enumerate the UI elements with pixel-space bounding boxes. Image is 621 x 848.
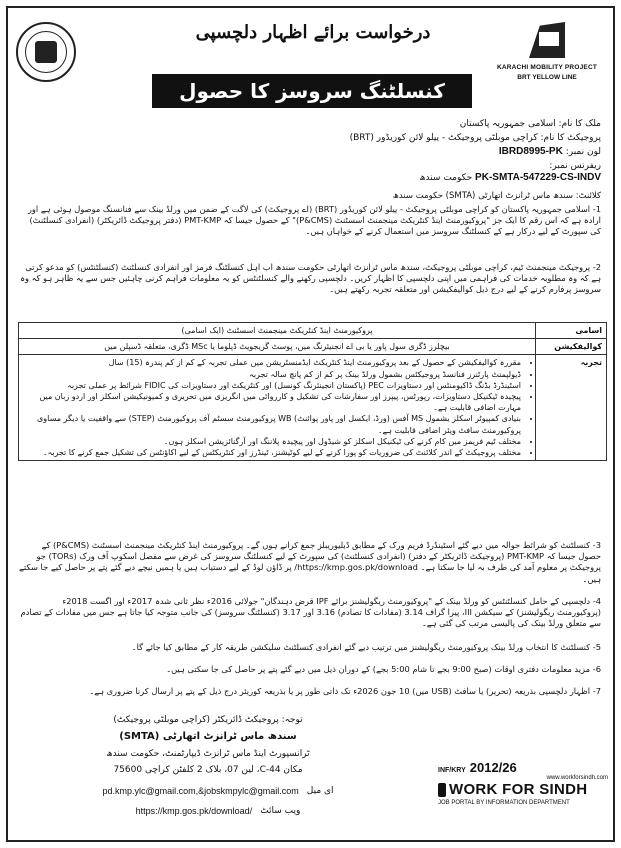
- advertisement-page: [6, 6, 615, 842]
- position-value: پروکیورمنٹ اینڈ کنٹریکٹ مینجمنٹ اسسٹنٹ (ایک اسامی): [19, 323, 536, 339]
- list-item: • بنیادی کمپیوٹر اسکلز بشمول MS آفس (ورڈ، ایکسل اور پاور پوائنٹ) WB پروکیورمنٹ سسٹم آف پروکیورمنٹ (STEP) سے واقفیت یا دیگر مساوی پروکیورمنٹ سافٹ ویئر اضافی قابلیت ہے۔: [23, 413, 521, 435]
- loan-number: [499, 146, 601, 158]
- loan-label: لون نمبر:: [565, 147, 601, 157]
- paragraph-1: 1- اسلامی جمہوریہ پاکستان کو کراچی موبلٹی پروجیکٹ - ییلو لائن کوریڈور (BRT) (اے پروجیکٹ) کی لاگت کے ضمن میں ورلڈ بینک سے فنانسنگ موصول ہوئی ہے اور ارادہ ہے کہ اس رقم کا ایک جز "پروکیورمنٹ اینڈ کنٹریکٹ مینجمنٹ اسسٹنٹ (P&CMS)" کے حصول جیسا کہ PMT-KMP (دفتر پروجیکٹ ڈائریکٹر) (انفرادی کنسلٹنٹ) کی سپورٹ کے لیے درکار ہے کے کنسلٹنگ سروسز میں استعمال کرنے کے خواہاں ہیں۔: [27, 204, 601, 237]
- list-item: • مقررہ کوالیفکیشن کے حصول کے بعد پروکیورمنٹ اینڈ کنٹریکٹ ایڈمنسٹریشن میں عملی تجربہ کے کم از کم پندرہ (15) سال: [23, 357, 521, 368]
- qualification-value: بیچلرز ڈگری سول پاور یا بی اے انجنیئرنگ میں، پوسٹ گریجویٹ ڈپلوما یا MSc ڈگری، متعلقہ ڈسپلن میں: [19, 339, 536, 355]
- paragraph-7: 7- اظہار دلچسپی بذریعہ (تحریر) یا سافٹ (USB میں) 10 جون 2026ء تک ذاتی طور پر یا بذریعہ کوریئر درج ذیل کے پتے پر ارسال کرنا ضروری ہے۔: [89, 686, 601, 696]
- list-item: • اسٹینڈرڈ بڈنگ ڈاکیومنٹس اور دستاویزات PEC (پاکستان انجینئرنگ کونسل) اور کنٹریکٹ اور دستاویزات کی FIDIC شرائط پر عملی تجربہ: [23, 380, 521, 391]
- contact-authority: سندھ ماس ٹرانزٹ اتھارٹی (SMTA): [119, 731, 297, 742]
- requirements-table: [18, 322, 607, 461]
- job-portal-caption: JOB PORTAL BY INFORMATION DEPARTMENT: [438, 800, 570, 806]
- email-label: ای میل: [306, 786, 334, 796]
- work-for-sindh-badge: [438, 760, 608, 840]
- table-row: [19, 339, 607, 355]
- reference-suffix: حکومت سندھ: [419, 173, 473, 183]
- list-item: • مختلف ٹیم فریمز میں کام کرنے کی ٹیکنیکل اسکلز کو شیڈول اور پیچیدہ پلاننگ اور آرگنائزیشن اسکلز ہوں۔: [23, 436, 521, 447]
- client-name: کلائنٹ: سندھ ماس ٹرانزٹ اتھارٹی (SMTA) حکومت سندھ: [392, 191, 601, 201]
- paragraph-6: 6- مزید معلومات دفتری اوقات (صبح 9:00 بجے تا شام 5:00 بجے) کے دوران ذیل میں دیے گئے پتے پر حاصل کی جا سکتی ہیں۔: [166, 664, 601, 674]
- kmp-logo: [491, 22, 603, 92]
- list-item: • پیچیدہ ٹیکنیکل دستاویزات، رپورٹس، پیپرز اور سفارشات کی تشکیل و کارروائی میں انگریزی میں تحریری و کمیونیکیشن اسکلز اور اردو زبان میں مہارت اضافی قابلیت ہے۔: [23, 391, 521, 413]
- country-name: ملک کا نام: اسلامی جمہوریہ پاکستان: [459, 119, 601, 129]
- table-row: [19, 355, 607, 461]
- sindh-government-seal-icon: [16, 22, 76, 82]
- contact-address: مکان C-44، لین 07، بلاک 2 کلفٹن کراچی 75600: [113, 765, 303, 775]
- qualification-label: کوالیفکیشن: [536, 339, 607, 355]
- table-row: [19, 323, 607, 339]
- contact-attention: توجہ: پروجیکٹ ڈائریکٹر (کراچی موبلٹی پروجیکٹ): [113, 715, 303, 725]
- reference-label: ریفرنس نمبر:: [549, 161, 601, 171]
- paragraph-5: 5- کنسلٹنٹ کا انتخاب ورلڈ بینک پروکیورمنٹ ریگولیشنز میں ترتیب دیے گئے انفرادی کنسلٹنٹ سلیکشن طریقہ کار کے مطابق کیا جائے گا۔: [131, 642, 601, 652]
- paragraph-4: 4- دلچسپی کے حامل کنسلٹنٹس کو ورلڈ بینک کے "پروکیورمنٹ ریگولیشنز برائے IPF قرض دہندگان" جولائی 2016ء نظر ثانی شدہ 2017ء اور اگست 2018ء (پروکیورمنٹ ریگولیشنز) کے سیکشن III، پیرا گراف 3.14 (مفادات کا تصادم) 3.16 اور 3.17 (کنسلٹنگ سروسز) کی جانب متوجہ کیا جاتا ہے جس میں مفادات کے تصادم سے متعلق ورلڈ بینک کی پالیسی مرتب کی گئی ہے۔: [20, 596, 601, 629]
- website-row: [68, 806, 368, 816]
- inf-code: INF/KRY: [438, 767, 466, 774]
- list-item: • مختلف پروجیکٹ کے اندر کلائنٹ کی ضروریات کو پورا کرنے کے لیے کوٹیشنز، ٹینڈرز اور کنٹریکٹس کے لیے اکاؤنٹس کی تشکیل جمع کرنے کا تجربہ۔: [23, 447, 521, 458]
- paragraph-2: 2- پروجیکٹ مینجمنٹ ٹیم، کراچی موبلٹی پروجیکٹ، سندھ ماس ٹرانزٹ اتھارٹی حکومت سندھ اب اہل کنسلٹنگ فرمز اور انفرادی کنسلٹنٹ (کنسلٹنٹس) کو مدعو کرتی ہے کہ وہ مطلوبہ خدمات کی فراہمی میں اپنی دلچسپی کا اظہار کریں۔ دلچسپی رکھنے والے کنسلٹنٹس کو یہ معلومات فراہم کرنی چاہئیں جس سے یہ ظاہر ہو کہ وہ سروسز پرفارم کرنے کے لیے درج ذیل کوالیفکیشن اور متعلقہ تجربہ رکھتے ہیں۔: [20, 262, 601, 295]
- project-name: پروجیکٹ کا نام: کراچی موبلٹی پروجیکٹ - ییلو لائن کوریڈور (BRT): [349, 133, 601, 143]
- contact-department: ٹرانسپورٹ اینڈ ماس ٹرانزٹ ڈیپارٹمنٹ، حکومت سندھ: [106, 749, 310, 759]
- page-title: کنسلٹنگ سروسز کا حصول: [152, 74, 472, 108]
- experience-label: تجربہ: [536, 355, 607, 461]
- page-heading: درخواست برائے اظہار دلچسپی: [195, 22, 431, 43]
- work-for-sindh-brand: WORK FOR SINDH: [449, 781, 588, 798]
- ad-reference-number: 2012/26: [469, 760, 517, 775]
- paragraph-3: 3- کنسلٹنٹ کو شرائط حوالہ میں دیے گئے اسٹینڈرڈ فریم ورک کے مطابق ڈیلیوریبلز جمع کرانے ہوں گے۔ پروکیورمنٹ اینڈ کنٹریکٹ مینجمنٹ اسسٹنٹ (P&CMS) کے حصول جیسا کہ PMT-KMP (پروجیکٹ ڈائریکٹر کے دفتر) (انفرادی کنسلٹنٹ) کی سپورٹ کے لیے کنسلٹنگ سروسز کی غرض سے مفصل اسکوپ آف ورک (TORs) جو پروجیکٹ پر معلوم آمد کی طرف بہ لیا جا سکتا ہے۔ https://kmp.gos.pk/download/ پر ڈاؤن لوڈ کے لیے دستیاب ہیں یا ہمیں نیچے دیے گئے پتے پر حاصل کیے جا سکتے ہیں۔: [19, 540, 601, 584]
- email-row: [68, 786, 368, 796]
- list-item: • ڈیولپمنٹ پارٹنرز فنانسڈ پروجیکٹس بشمول ورلڈ بینک پر کم از کم پانچ سالہ تجربہ: [23, 369, 521, 380]
- website-link[interactable]: https://kmp.gos.pk/download/: [135, 806, 253, 816]
- logo-line-2: BRT YELLOW LINE: [517, 74, 577, 81]
- email-link[interactable]: pd.kmp.ylc@gmail.com,&jobskmpylc@gmail.com: [102, 786, 299, 796]
- website-label: ویب سائٹ: [260, 806, 301, 816]
- logo-line-1: KARACHI MOBILITY PROJECT: [496, 64, 598, 71]
- reference-number: [419, 172, 601, 184]
- experience-value: [19, 355, 536, 461]
- reference-value: PK-SMTA-547229-CS-INDV: [475, 172, 601, 183]
- position-label: اسامی: [536, 323, 607, 339]
- hand-icon: [438, 783, 446, 797]
- loan-value: IBRD8995-PK: [498, 146, 563, 157]
- work-for-sindh-url: www.workforsindh.com: [546, 775, 608, 781]
